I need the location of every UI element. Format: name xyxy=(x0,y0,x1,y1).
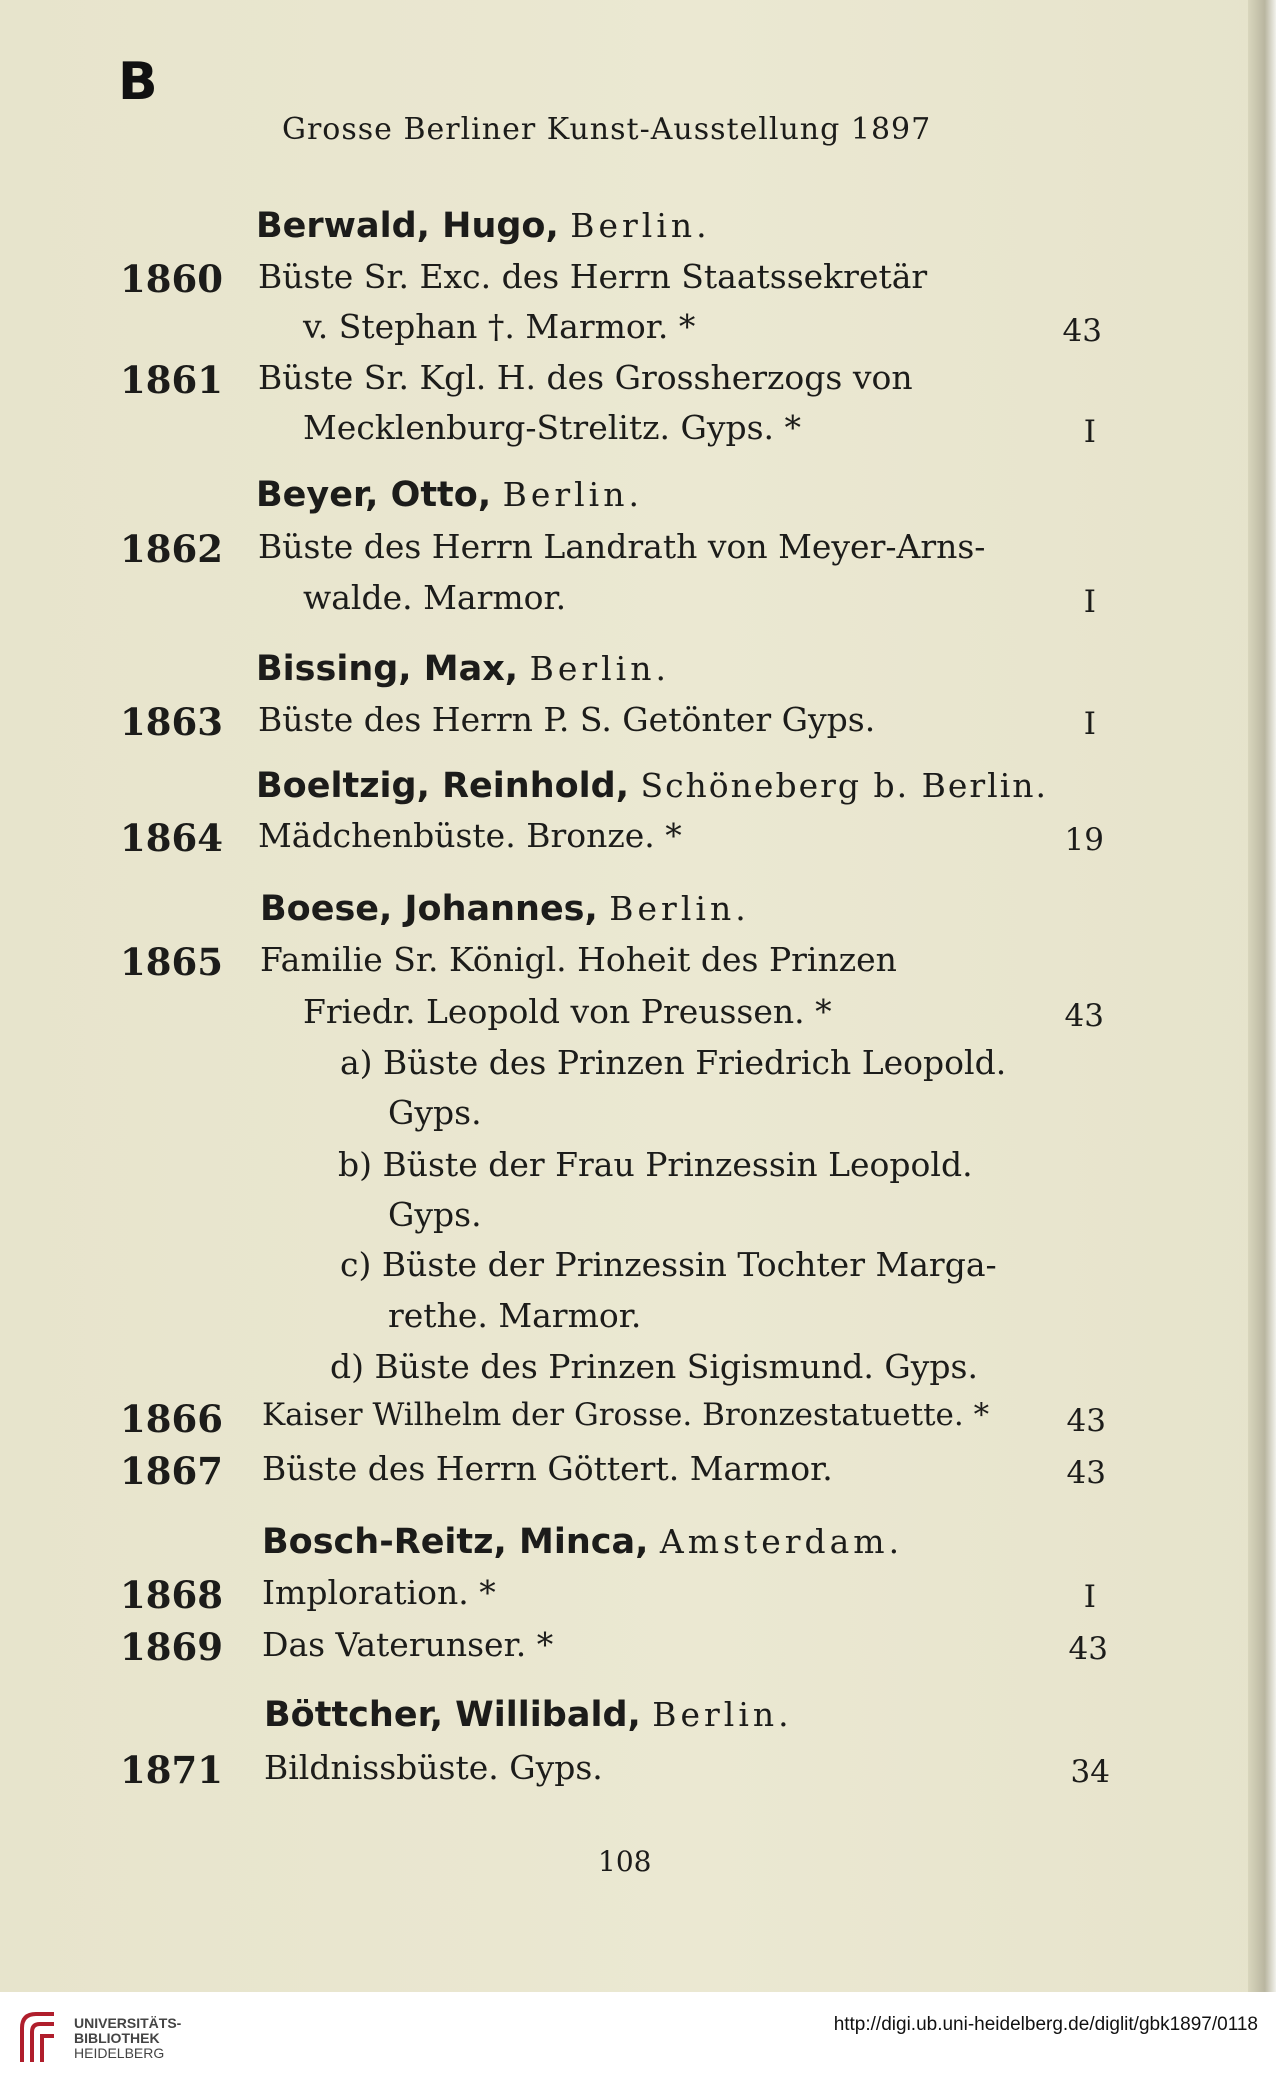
entry-number: 1871 xyxy=(120,1748,223,1792)
sub-item: c) Büste der Prinzessin Tochter Marga- xyxy=(340,1245,997,1284)
entry-line: Das Vaterunser. * xyxy=(262,1625,554,1664)
sub-item: rethe. Marmor. xyxy=(388,1296,642,1335)
artist-heading xyxy=(256,474,643,515)
entry-number: 1867 xyxy=(120,1449,223,1493)
entry-number: 1865 xyxy=(120,940,223,984)
entry-price: 34 xyxy=(1070,1754,1110,1790)
artist-place: Schöneberg b. Berlin. xyxy=(640,766,1049,805)
artist-place: Amsterdam. xyxy=(659,1522,904,1561)
sub-item: Gyps. xyxy=(388,1195,482,1234)
artist-heading xyxy=(256,765,1048,806)
entry-price: I xyxy=(1083,584,1096,620)
entry-line: Mädchenbüste. Bronze. * xyxy=(258,816,682,855)
entry-price: 43 xyxy=(1068,1631,1108,1667)
sub-item: b) Büste der Frau Prinzessin Leopold. xyxy=(338,1145,973,1184)
entry-line: v. Stephan †. Marmor. * xyxy=(303,307,696,346)
entry-number: 1860 xyxy=(120,257,223,301)
entry-number: 1869 xyxy=(120,1625,223,1669)
artist-name: Bosch-Reitz, Minca, xyxy=(262,1522,649,1562)
entry-line: Büste des Herrn P. S. Getönter Gyps. xyxy=(258,700,876,739)
entry-number: 1862 xyxy=(120,527,223,571)
artist-name: Boeltzig, Reinhold, xyxy=(256,766,630,806)
corner-letter: B xyxy=(118,52,158,112)
artist-heading xyxy=(256,648,670,689)
entry-price: 19 xyxy=(1064,822,1104,858)
artist-heading xyxy=(264,1694,793,1735)
entry-price: 43 xyxy=(1066,1455,1106,1491)
artist-name: Boese, Johannes, xyxy=(260,889,598,929)
entry-line: Friedr. Leopold von Preussen. * xyxy=(303,992,832,1031)
artist-place: Berlin. xyxy=(609,889,750,928)
artist-name: Bissing, Max, xyxy=(256,649,519,689)
source-url-link[interactable]: http://digi.ub.uni-heidelberg.de/diglit/gbk1897/0118 xyxy=(833,2014,1258,2035)
entry-number: 1866 xyxy=(120,1397,223,1441)
library-line: UNIVERSITÄTS- xyxy=(74,2015,182,2031)
artist-name: Berwald, Hugo, xyxy=(256,206,559,246)
sub-item: Gyps. xyxy=(388,1093,482,1132)
library-line: HEIDELBERG xyxy=(74,2045,165,2061)
entry-line: Büste Sr. Kgl. H. des Grossherzogs von xyxy=(258,358,913,397)
entry-price: I xyxy=(1083,706,1096,742)
library-line: BIBLIOTHEK xyxy=(74,2030,160,2046)
entry-number: 1861 xyxy=(120,358,223,402)
entry-price: 43 xyxy=(1066,1403,1106,1439)
entry-price: 43 xyxy=(1064,998,1104,1034)
sub-item: d) Büste des Prinzen Sigismund. Gyps. xyxy=(330,1347,978,1386)
entry-line: Mecklenburg-Strelitz. Gyps. * xyxy=(303,408,802,447)
entry-line: Kaiser Wilhelm der Grosse. Bronzestatuette. * xyxy=(262,1397,990,1433)
sub-item: a) Büste des Prinzen Friedrich Leopold. xyxy=(340,1043,1007,1082)
entry-number: 1863 xyxy=(120,700,223,744)
artist-heading xyxy=(256,205,711,246)
library-name xyxy=(74,2016,181,2061)
entry-line: Büste des Herrn Göttert. Marmor. xyxy=(262,1449,833,1488)
artist-heading xyxy=(260,888,750,929)
library-logo-icon xyxy=(14,2006,64,2068)
entry-price: 43 xyxy=(1062,313,1102,349)
entry-number: 1868 xyxy=(120,1573,223,1617)
artist-place: Berlin. xyxy=(570,206,711,245)
artist-place: Berlin. xyxy=(529,649,670,688)
entry-line: Büste des Herrn Landrath von Meyer-Arns- xyxy=(258,527,986,566)
artist-heading xyxy=(262,1521,903,1562)
page-edge xyxy=(1248,0,1276,1992)
page-number: 108 xyxy=(598,1845,652,1878)
entry-line: walde. Marmor. xyxy=(303,578,567,617)
entry-line: Büste Sr. Exc. des Herrn Staatssekretär xyxy=(258,257,928,296)
artist-place: Berlin. xyxy=(652,1695,793,1734)
running-head: Grosse Berliner Kunst-Ausstellung 1897 xyxy=(282,112,932,147)
entry-number: 1864 xyxy=(120,816,223,860)
entry-price: I xyxy=(1083,1579,1096,1615)
artist-place: Berlin. xyxy=(502,475,643,514)
entry-line: Familie Sr. Königl. Hoheit des Prinzen xyxy=(260,940,897,979)
entry-line: Imploration. * xyxy=(262,1573,496,1612)
entry-line: Bildnissbüste. Gyps. xyxy=(264,1748,603,1787)
entry-price: I xyxy=(1083,414,1096,450)
artist-name: Böttcher, Willibald, xyxy=(264,1695,641,1735)
artist-name: Beyer, Otto, xyxy=(256,475,492,515)
footer-bar xyxy=(0,1992,1276,2086)
